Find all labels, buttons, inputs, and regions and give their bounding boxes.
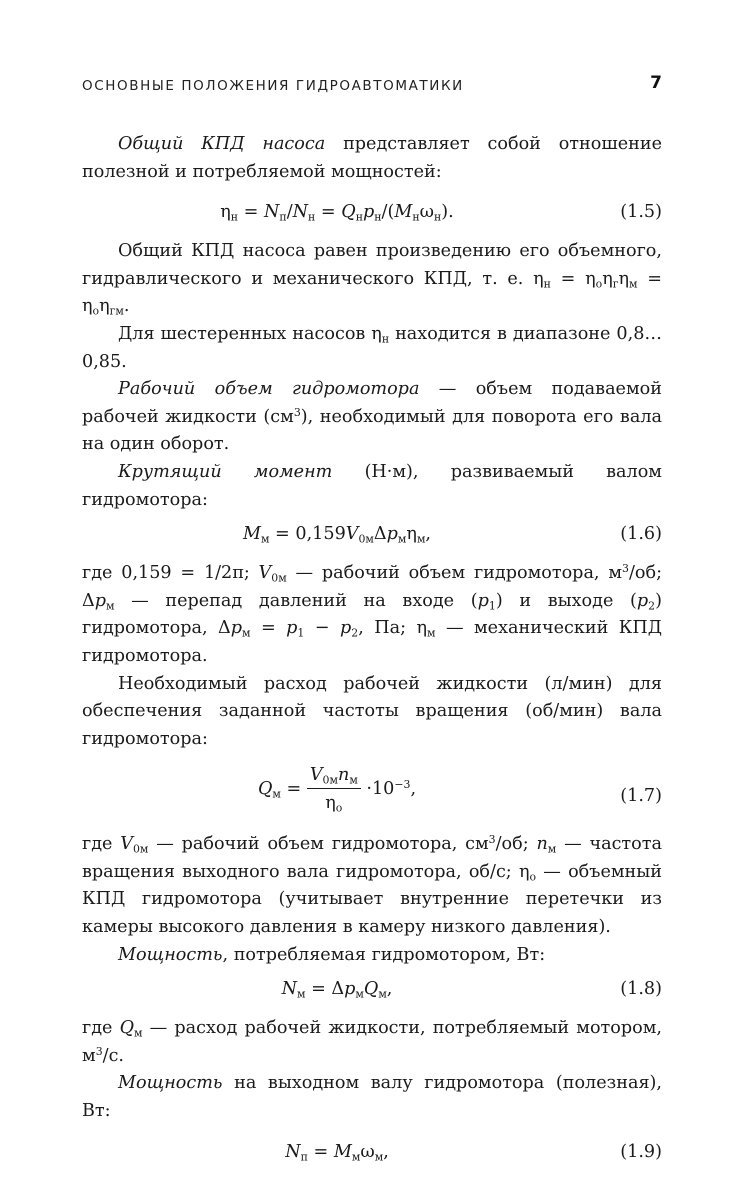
paragraph-efficiency-product: Общий КПД насоса равен произведению его объемного, гидравлического и механического КПД, т. е. $\eta_н = \eta_о\eta_г\eta_м = \eta_о\eta_{гм}$. xyxy=(82,241,662,318)
body-text xyxy=(82,131,662,1172)
paragraph-output-power: Мощность на выходном валу гидромотора (полезная), Вт: xyxy=(82,1073,662,1122)
equation-1-7-body: $Q_м$ = $\frac{V_{0м}n_м}{\eta_о}$ $\cdot 10^{-3}$, xyxy=(257,765,417,815)
paragraph-pump-efficiency: Общий КПД насоса представляет собой отношение полезной и потребляемой мощностей: xyxy=(82,134,662,182)
running-head: ОСНОВНЫЕ ПОЛОЖЕНИЯ ГИДРОАВТОМАТИКИ xyxy=(82,78,464,94)
inline-formula: $\eta_н = \eta_о\eta_г\eta_м = \eta_о\eta_{гм}$. xyxy=(82,268,662,318)
equation-1-9-body: $N_п = M_м\omega_м$, xyxy=(285,1141,389,1163)
equation-number: (1.6) xyxy=(620,524,662,545)
paragraph-where-1-8: где $Q_м$ — расход рабочей жидкости, потребляемый мотором, $м^3/с$. xyxy=(82,1018,663,1066)
term-pump-efficiency: Общий КПД насоса xyxy=(118,134,326,154)
paragraph-flow-rate: Необходимый расход рабочей жидкости (л/мин) для обеспечения заданной частоты вращения (об/мин) вала гидромотора: xyxy=(82,673,662,749)
equation-1-8 xyxy=(82,969,662,1009)
paragraph-motor-displacement: Рабочий объем гидромотора — объем подаваемой рабочей жидкости $(см^3)$, необходимый для поворота его вала на один оборот. xyxy=(82,379,662,455)
equation-1-6-body: $M_м = 0,159V_{0м}\Delta p_м\eta_м$, xyxy=(242,524,432,546)
equation-number: (1.8) xyxy=(620,979,662,1000)
equation-1-9 xyxy=(82,1132,662,1172)
equation-1-8-body: $N_м = \Delta p_мQ_м$, xyxy=(281,979,393,1001)
equation-number: (1.7) xyxy=(620,786,662,807)
equation-1-5 xyxy=(82,192,662,232)
paragraph-where-1-7: где $V_{0м}$ — рабочий объем гидромотора, $см^3/об$; $n_м$ — частота вращения выходного вала гидромотора, об/с; $\eta_о$ — объемный КПД гидромотора (учитывает внутренние перетечки из камеры высокого давления в камеру низкого давления). xyxy=(82,833,662,938)
fraction: $\frac{V_{0м}n_м}{\eta_о}$ xyxy=(307,763,361,815)
equation-1-7 xyxy=(82,763,662,831)
paragraph-gear-pumps: Для шестеренных насосов $\eta_н$ находится в диапазоне 0,8…0,85. xyxy=(82,323,662,372)
page-number: 7 xyxy=(650,73,662,93)
term-power: Мощность xyxy=(118,1073,223,1094)
paragraph-torque: Крутящий момент (Н·м), развиваемый валом гидромотора: xyxy=(82,461,662,510)
paragraph-consumed-power: Мощность, потребляемая гидромотором, Вт: xyxy=(118,944,546,965)
term-power: Мощность xyxy=(118,944,223,965)
paragraph-where-1-6: где 0,159 = 1/2π; $V_{0м}$ — рабочий объем гидромотора, $м^3/об$; $\Delta p_м$ — перепад давлений на входе $(p_1)$ и выходе $(p_2)$ гидромотора, $\Delta p_м = p_1 - p_2$, Па; $\eta_м$ — механический КПД гидромотора. xyxy=(82,562,663,666)
term-motor-displacement: Рабочий объем гидромотора xyxy=(118,379,420,400)
equation-1-5-body: $\eta_н = N_п/N_н = Q_нp_н/(M_н\omega_н)$. xyxy=(220,202,454,224)
term-torque: Крутящий момент xyxy=(118,461,333,482)
equation-number: (1.5) xyxy=(620,202,662,223)
equation-number: (1.9) xyxy=(620,1141,662,1162)
equation-1-6 xyxy=(82,514,662,554)
